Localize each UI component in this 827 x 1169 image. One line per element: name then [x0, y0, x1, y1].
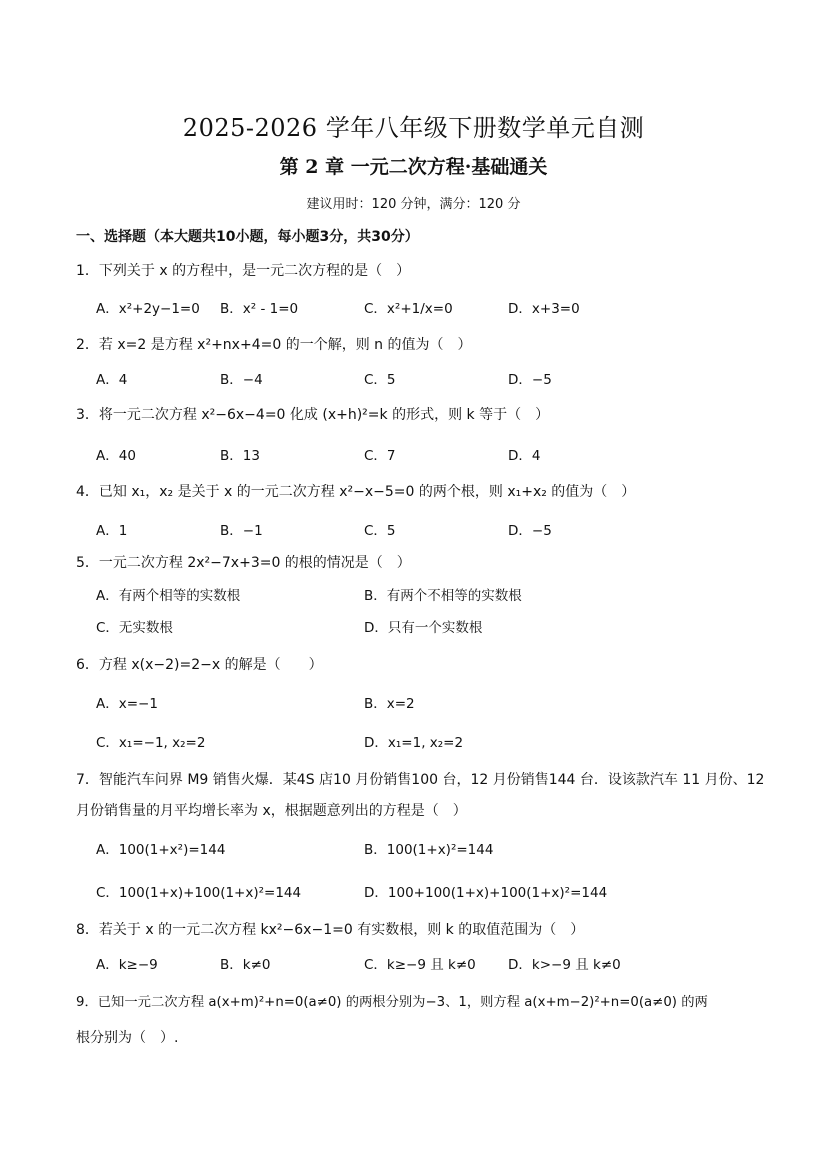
question-stem: 7．智能汽车问界 M9 销售火爆．某4S 店10 月份销售100 台，12 月份销售144 台．设该款汽车 11 月份、12: [76, 772, 765, 788]
section-heading: 一、选择题（本大题共10小题，每小题3分，共30分）: [76, 229, 419, 245]
option: D．−5: [508, 372, 552, 388]
option: A．100(1+x²)=144: [96, 842, 226, 858]
time-score-info: 建议用时：120 分钟，满分：120 分: [306, 197, 521, 212]
question-stem-continued: 月份销售量的月平均增长率为 x，根据题意列出的方程是（ ）: [76, 803, 467, 819]
option: A．k≥−9: [96, 957, 158, 973]
option: B．13: [220, 448, 260, 464]
option: B．−4: [220, 372, 263, 388]
option: A．x=−1: [96, 696, 158, 712]
question-stem: 8．若关于 x 的一元二次方程 kx²−6x−1=0 有实数根，则 k 的取值范围为（ ）: [76, 922, 585, 938]
option: D．4: [508, 448, 541, 464]
option: C．x²+1/x=0: [364, 301, 453, 317]
option: B．x=2: [364, 696, 415, 712]
option: C．k≥−9 且 k≠0: [364, 957, 476, 973]
question-stem: 1．下列关于 x 的方程中，是一元二次方程的是（ ）: [76, 263, 411, 279]
page-title: 2025-2026 学年八年级下册数学单元自测: [182, 114, 645, 142]
option: C．无实数根: [96, 620, 173, 636]
option: C．x₁=−1, x₂=2: [96, 735, 206, 751]
option: D．x₁=1, x₂=2: [364, 735, 464, 751]
question-stem: 9．已知一元二次方程 a(x+m)²+n=0(a≠0) 的两根分别为−3、1，则方程 a(x+m−2)²+n=0(a≠0) 的两: [76, 995, 708, 1010]
option: C．5: [364, 523, 396, 539]
question-stem-continued: 根分别为（ ）.: [76, 1030, 179, 1046]
option: A．有两个相等的实数根: [96, 588, 241, 604]
option: A．40: [96, 448, 136, 464]
option: B．有两个不相等的实数根: [364, 588, 522, 604]
option: D．100+100(1+x)+100(1+x)²=144: [364, 885, 608, 901]
option: D．−5: [508, 523, 552, 539]
question-stem: 4．已知 x₁，x₂ 是关于 x 的一元二次方程 x²−x−5=0 的两个根，则 x₁+x₂ 的值为（ ）: [76, 484, 636, 500]
option: B．k≠0: [220, 957, 271, 973]
option: A．x²+2y−1=0: [96, 301, 200, 317]
option: C．5: [364, 372, 396, 388]
option: D．只有一个实数根: [364, 620, 483, 636]
option: B．−1: [220, 523, 263, 539]
chapter-subtitle: 第 2 章 一元二次方程·基础通关: [279, 156, 548, 178]
option: A．4: [96, 372, 128, 388]
option: B．x² - 1=0: [220, 301, 299, 317]
option: D．x+3=0: [508, 301, 580, 317]
option: C．100(1+x)+100(1+x)²=144: [96, 885, 302, 901]
question-stem: 3．将一元二次方程 x²−6x−4=0 化成 (x+h)²=k 的形式，则 k 等于（ ）: [76, 407, 550, 423]
option: A．1: [96, 523, 128, 539]
option: C．7: [364, 448, 396, 464]
question-stem: 6．方程 x(x−2)=2−x 的解是（ ）: [76, 657, 323, 673]
question-stem: 2．若 x=2 是方程 x²+nx+4=0 的一个解，则 n 的值为（ ）: [76, 337, 472, 353]
question-stem: 5．一元二次方程 2x²−7x+3=0 的根的情况是（ ）: [76, 555, 411, 571]
option: B．100(1+x)²=144: [364, 842, 494, 858]
option: D．k>−9 且 k≠0: [508, 957, 621, 973]
